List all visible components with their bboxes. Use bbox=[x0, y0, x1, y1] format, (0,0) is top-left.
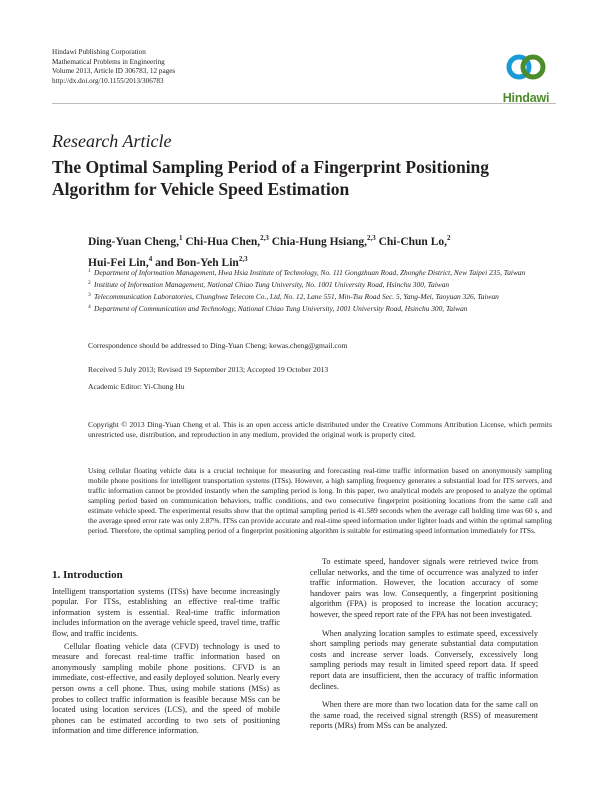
affiliation: 3 Telecommunication Laboratories, Chunghwa Telecom Co., Ltd, No. 12, Lane 551, Min-Tsu Road Sec. 5, Yang-Mei, Taoyuan 326, Taiwan bbox=[88, 292, 499, 301]
author: Ding-Yuan Cheng,$^1$ bbox=[88, 234, 183, 248]
article-type: Research Article bbox=[52, 131, 172, 151]
author: and Bon-Yeh Lin$^{2,3}$ bbox=[155, 254, 248, 269]
paragraph: When there are more than two location data for the same call on the same road, the received signal strength (RSS) of measurement reports (MRs) from MSs can be analyzed. bbox=[310, 700, 538, 731]
publisher-name: Hindawi Publishing Corporation bbox=[52, 48, 146, 56]
author: Chia-Hung Hsiang,$^{2,3}$ bbox=[271, 234, 376, 248]
correspondence: Correspondence should be addressed to Ding-Yuan Cheng; kewas.cheng@gmail.com bbox=[88, 341, 348, 350]
copyright-notice: Copyright © 2013 Ding-Yuan Cheng et al. This is an open access article distributed under the Creative Commons Attribution License, which permits unrestricted use, distribution, and reproduction in any medium, provided the original work is properly cited. bbox=[88, 420, 552, 439]
publication-info bbox=[52, 48, 175, 86]
article-title: The Optimal Sampling Period of a Fingerprint Positioning Algorithm for Vehicle Speed Estimation bbox=[52, 157, 490, 199]
section-heading: 1. Introduction bbox=[52, 569, 123, 581]
affiliation: 4 Department of Communication and Technology, National Chiao Tung University, 1001 University Road, Hsinchu 300, Taiwan bbox=[88, 304, 468, 313]
affiliation-list bbox=[88, 268, 558, 316]
article-dates: Received 5 July 2013; Revised 19 September 2013; Accepted 19 October 2013 bbox=[88, 365, 329, 374]
right-column bbox=[310, 557, 538, 732]
paragraph: When analyzing location samples to estimate speed, excessively short sampling periods may generate substantial data computation costs and increase server loads. Conversely, excessively long sampling periods may result in limited speed report data. If speed report data are insufficient, then the accuracy of traffic information declines. bbox=[310, 628, 538, 691]
volume-info: Volume 2013, Article ID 306783, 12 pages bbox=[52, 67, 176, 76]
paragraph: Intelligent transportation systems (ITSs) have become increasingly popular. For ITSs, establishing an effective real-time traffic information system is essential. Real-time traffic information includes information on the average vehicle speed, travel time, traffic flow, and traffic incidents. bbox=[52, 586, 280, 638]
paragraph: To estimate speed, handover signals were retrieved twice from cellular networks, and the time of occurrence was analyzed to infer traffic information. However, the location accuracy of some handover pairs was low. Consequently, a fingerprint positioning algorithm (FPA) is proposed to increase the location accuracy; however, the speed report rate of the FPA has not been investigated. bbox=[310, 557, 538, 619]
header-divider bbox=[52, 103, 556, 104]
author-list bbox=[88, 230, 548, 272]
author: Chi-Hua Chen,$^{2,3}$ bbox=[185, 234, 269, 248]
journal-name: Mathematical Problems in Engineering bbox=[52, 57, 165, 66]
abstract: Using cellular floating vehicle data is a crucial technique for measuring and forecasting real-time traffic information based on anonymously sampling mobile phone positions for intelligent transportation systems (ITSs). However, a high sampling frequency generates a substantial load for ITS servers, and traffic information cannot be provided instantly when the sampling period is long. In this paper, two analytical models are proposed to analyze the optimal sampling period based on communication behaviors, traffic conditions, and two consecutive fingerprint positioning locations from the same call and estimate vehicle speed. The experimental results show that the optimal sampling period is 41.589 seconds when the average call holding time was 60 s, and the average speed error rate was only 2.87%. ITSs can provide accurate and real-time speed information under lighter loads and within the optimal sampling period. Therefore, the optimal sampling period of a fingerprint positioning algorithm is suitable for estimating speed information immediately for ITSs. bbox=[88, 466, 552, 535]
hindawi-logo-text: Hindawi bbox=[502, 91, 550, 105]
paragraph: Cellular floating vehicle data (CFVD) technology is used to measure and forecast real-time traffic information based on anonymously sampling mobile phone positions. CFVD is an immediate, cost-effective, and easily deployed solution. Nearly every person owns a cell phone. Thus, using mobile stations (MSs) as probes to collect traffic information is feasible because MSs can be located using location services (LCS), and the speed of mobile phones can be estimated according to two sets of positioning information and time difference information. bbox=[52, 641, 280, 736]
academic-editor: Academic Editor: Yi-Chung Hu bbox=[88, 382, 185, 391]
author: Hui-Fei Lin,$^4$ bbox=[88, 254, 153, 269]
doi-link[interactable]: http://dx.doi.org/10.1155/2013/306783 bbox=[52, 76, 164, 85]
left-column bbox=[52, 570, 280, 737]
author: Chi-Chun Lo,$^2$ bbox=[378, 234, 451, 248]
affiliation: 2 Institute of Information Management, National Chiao Tung University, No. 1001 University Road, Hsinchu 300, Taiwan bbox=[88, 280, 450, 289]
affiliation: 1 Department of Information Management, Hwa Hsia Institute of Technology, No. 111 Gongzhuan Road, Zhonghe District, New Taipei 235, Taiwan bbox=[88, 268, 526, 277]
